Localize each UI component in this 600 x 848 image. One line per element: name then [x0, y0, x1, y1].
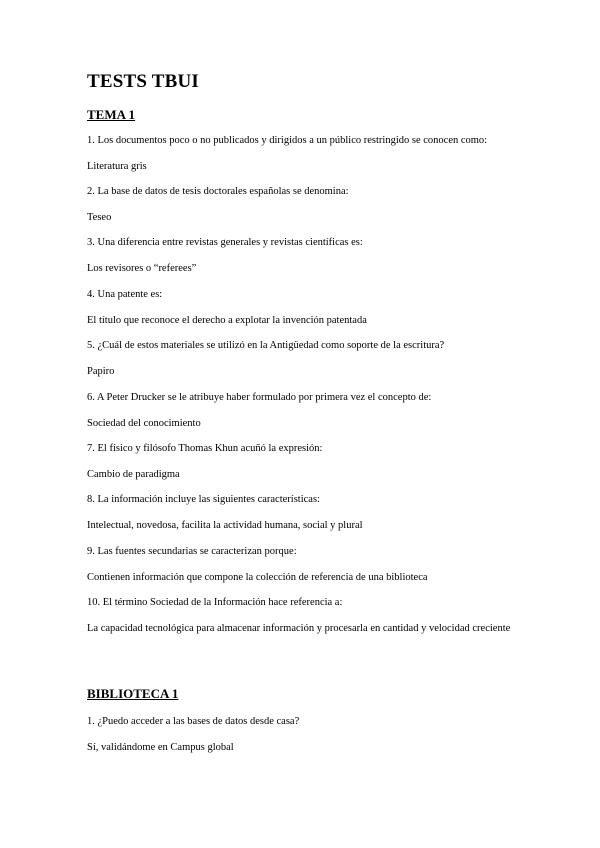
- answer-6: Sociedad del conocimiento: [87, 418, 201, 429]
- answer-1: Literatura gris: [87, 161, 147, 172]
- question-6: 6. A Peter Drucker se le atribuye haber formulado por primera vez el concepto de:: [87, 392, 432, 403]
- biblioteca-question-1: 1. ¿Puedo acceder a las bases de datos desde casa?: [87, 716, 300, 727]
- answer-2: Teseo: [87, 212, 112, 223]
- answer-5: Papiro: [87, 366, 115, 377]
- biblioteca-answer-1: Sí, validándome en Campus global: [87, 742, 234, 753]
- section-heading-biblioteca-1: BIBLIOTECA 1: [87, 686, 179, 701]
- question-9: 9. Las fuentes secundarias se caracterizan porque:: [87, 546, 297, 557]
- answer-4: El título que reconoce el derecho a explotar la invención patentada: [87, 315, 367, 326]
- question-1: 1. Los documentos poco o no publicados y dirigidos a un público restringido se conocen como:: [87, 135, 488, 146]
- answer-3: Los revisores o “referees”: [87, 263, 197, 274]
- document-title: TESTS TBUI: [87, 71, 200, 92]
- question-3: 3. Una diferencia entre revistas generales y revistas científicas es:: [87, 237, 363, 248]
- question-10: 10. El término Sociedad de la Información hace referencia a:: [87, 597, 343, 608]
- answer-9: Contienen información que compone la colección de referencia de una biblioteca: [87, 572, 428, 583]
- question-4: 4. Una patente es:: [87, 289, 163, 300]
- section-heading-tema-1: TEMA 1: [87, 107, 136, 122]
- question-2: 2. La base de datos de tesis doctorales españolas se denomina:: [87, 186, 349, 197]
- answer-7: Cambio de paradigma: [87, 469, 180, 480]
- question-5: 5. ¿Cuál de estos materiales se utilizó en la Antigüedad como soporte de la escritura?: [87, 340, 445, 351]
- question-8: 8. La información incluye las siguientes características:: [87, 494, 320, 505]
- answer-8: Intelectual, novedosa, facilita la actividad humana, social y plural: [87, 520, 363, 531]
- question-7: 7. El físico y filósofo Thomas Khun acuñó la expresión:: [87, 443, 323, 454]
- answer-10: La capacidad tecnológica para almacenar información y procesarla en cantidad y velocidad creciente: [87, 623, 511, 634]
